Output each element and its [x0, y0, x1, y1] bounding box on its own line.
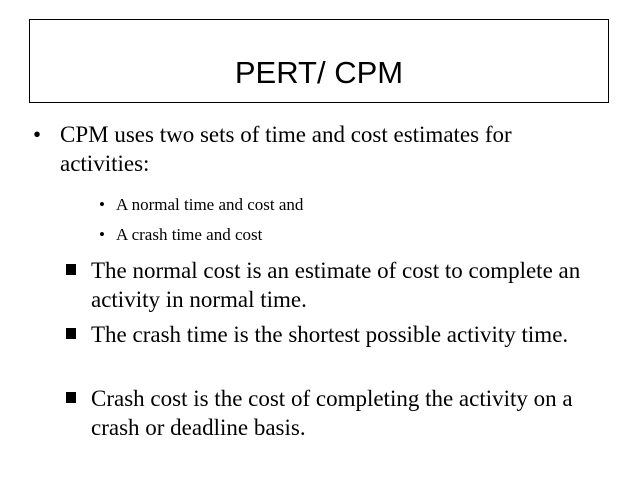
square-bullet-text: Crash cost is the cost of completing the activity on a crash or deadline basis. [91, 386, 573, 440]
square-bullet-item [66, 256, 596, 314]
sub-bullet-item [99, 224, 579, 246]
sub-bullet-item [99, 194, 579, 216]
square-bullet-icon [66, 328, 76, 339]
square-bullet-item [66, 320, 596, 349]
round-bullet-icon: • [99, 225, 105, 244]
round-bullet-icon: • [33, 122, 42, 147]
slide-title: PERT/ CPM [234, 55, 404, 90]
round-bullet-icon: • [99, 195, 105, 214]
sub-bullet-text: A crash time and cost [116, 225, 263, 244]
square-bullet-text: The crash time is the shortest possible activity time. [91, 322, 569, 347]
bullet-item [33, 120, 603, 178]
square-bullet-icon [66, 392, 76, 403]
sub-bullet-text: A normal time and cost and [116, 195, 304, 214]
square-bullet-text: The normal cost is an estimate of cost to complete an activity in normal time. [91, 258, 581, 312]
square-bullet-icon [66, 264, 76, 275]
square-bullet-item [66, 384, 596, 442]
title-box [29, 19, 609, 103]
bullet-text: CPM uses two sets of time and cost estimates for activities: [60, 122, 512, 176]
